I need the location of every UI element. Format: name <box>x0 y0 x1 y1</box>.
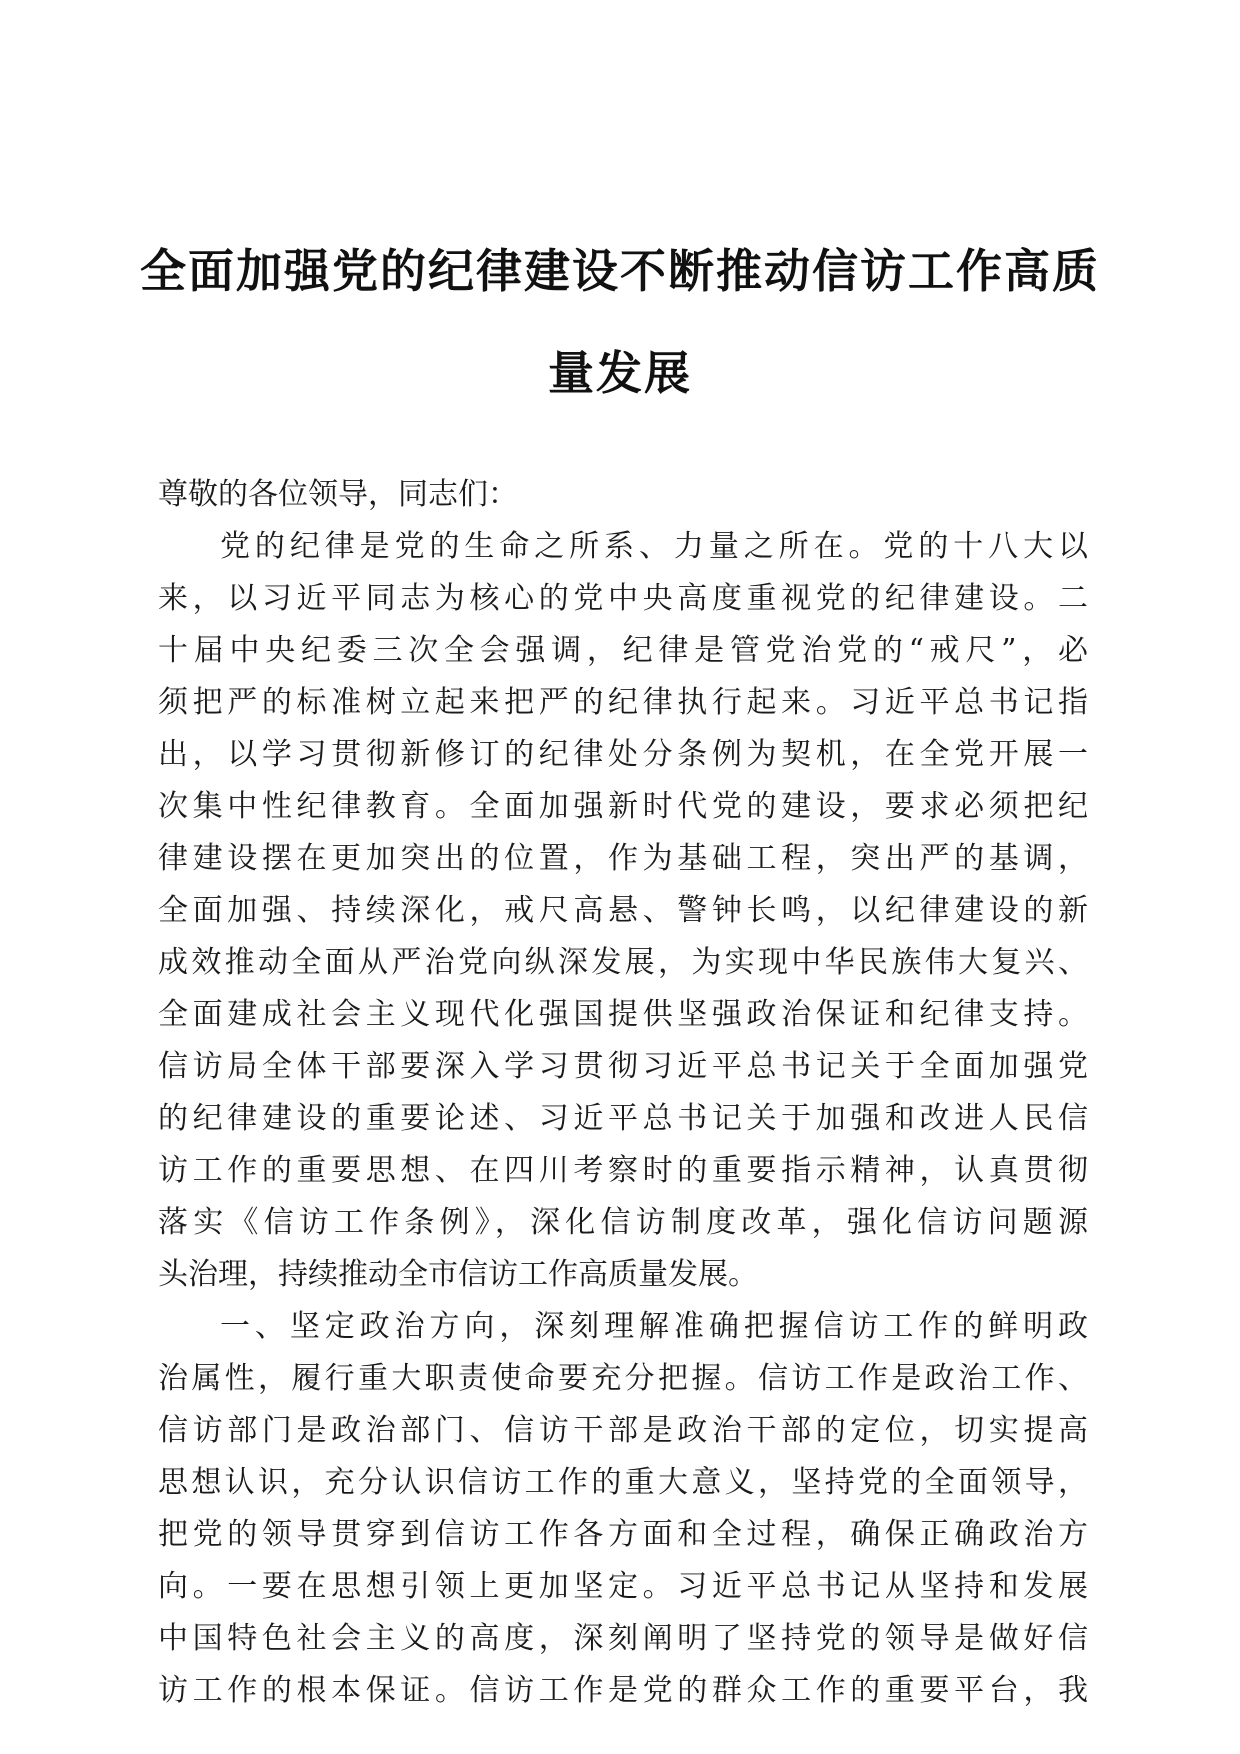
paragraph-line: 治属性，履行重大职责使命要充分把握。信访工作是政治工作、 <box>158 1361 1088 1396</box>
paragraph-line: 访工作的根本保证。信访工作是党的群众工作的重要平台，我 <box>158 1673 1088 1708</box>
paragraph-line: 全面建成社会主义现代化强国提供坚强政治保证和纪律支持。 <box>158 997 1088 1032</box>
paragraph-line: 党的纪律是党的生命之所系、力量之所在。党的十八大以 <box>220 529 1088 564</box>
paragraph-line: 信访部门是政治部门、信访干部是政治干部的定位，切实提高 <box>158 1413 1088 1448</box>
paragraph-line: 成效推动全面从严治党向纵深发展，为实现中华民族伟大复兴、 <box>158 945 1088 980</box>
paragraph-line: 把党的领导贯穿到信访工作各方面和全过程，确保正确政治方 <box>158 1517 1088 1552</box>
paragraph-line: 全面加强、持续深化，戒尺高悬、警钟长鸣，以纪律建设的新 <box>158 893 1088 928</box>
paragraph-line: 头治理，持续推动全市信访工作高质量发展。 <box>158 1257 758 1292</box>
title-line: 全面加强党的纪律建设不断推动信访工作高质 <box>140 244 1100 298</box>
paragraph-line: 律建设摆在更加突出的位置，作为基础工程，突出严的基调， <box>158 841 1088 876</box>
paragraph-line: 中国特色社会主义的高度，深刻阐明了坚持党的领导是做好信 <box>158 1621 1088 1656</box>
paragraph-line: 思想认识，充分认识信访工作的重大意义，坚持党的全面领导， <box>158 1465 1088 1500</box>
paragraph-line: 来，以习近平同志为核心的党中央高度重视党的纪律建设。二 <box>158 581 1088 616</box>
paragraph-line: 信访局全体干部要深入学习贯彻习近平总书记关于全面加强党 <box>158 1049 1088 1084</box>
title-line: 量发展 <box>548 346 692 400</box>
paragraph-line: 须把严的标准树立起来把严的纪律执行起来。习近平总书记指 <box>158 685 1088 720</box>
paragraph-line: 的纪律建设的重要论述、习近平总书记关于加强和改进人民信 <box>158 1101 1088 1136</box>
document-title <box>140 220 1100 424</box>
paragraph-line: 出，以学习贯彻新修订的纪律处分条例为契机，在全党开展一 <box>158 737 1088 772</box>
paragraph-line: 十届中央纪委三次全会强调，纪律是管党治党的“戒尺”，必 <box>158 633 1088 668</box>
paragraph-line: 次集中性纪律教育。全面加强新时代党的建设，要求必须把纪 <box>158 789 1088 824</box>
paragraph-line: 访工作的重要思想、在四川考察时的重要指示精神，认真贯彻 <box>158 1153 1088 1188</box>
section-heading-line: 一、坚定政治方向，深刻理解准确把握信访工作的鲜明政 <box>220 1309 1088 1344</box>
paragraph-line: 落实《信访工作条例》，深化信访制度改革，强化信访问题源 <box>158 1205 1088 1240</box>
paragraph-line: 向。一要在思想引领上更加坚定。习近平总书记从坚持和发展 <box>158 1569 1088 1604</box>
salutation: 尊敬的各位领导，同志们： <box>158 477 518 512</box>
document-body <box>158 469 1088 1717</box>
